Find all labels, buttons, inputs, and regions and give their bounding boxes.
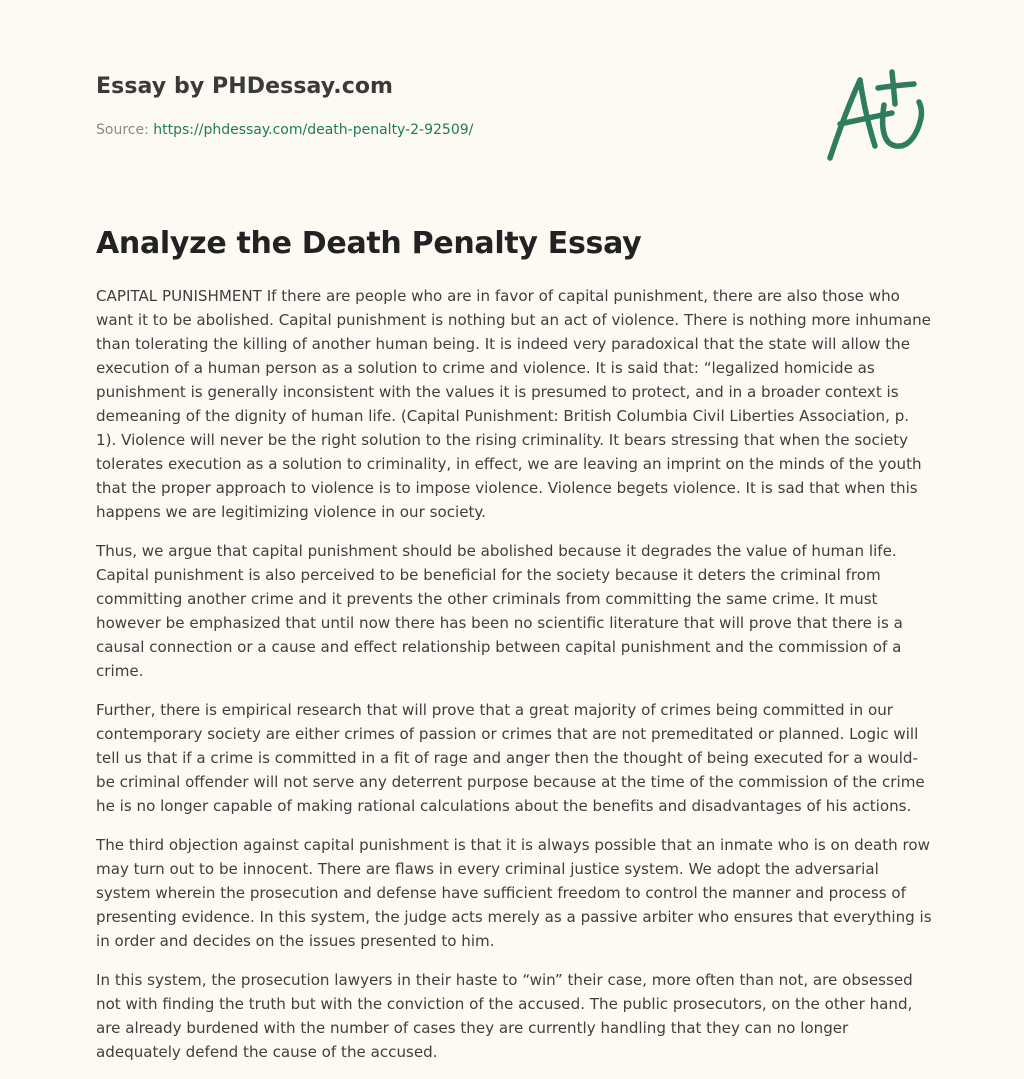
a-plus-grade-icon bbox=[820, 66, 930, 166]
source-link[interactable]: https://phdessay.com/death-penalty-2-92509/ bbox=[153, 122, 474, 138]
essay-content bbox=[96, 226, 932, 1079]
source-line bbox=[96, 122, 796, 138]
essay-paragraph: The third objection against capital punishment is that it is always possible that an inmate who is on death row may turn out to be innocent. There are flaws in every criminal justice system. We adopt the adversarial system wherein the prosecution and defense have sufficient freedom to control the manner and process of presenting evidence. In this system, the judge acts merely as a passive arbiter who ensures that everything is in order and decides on the issues presented to him. bbox=[96, 836, 932, 950]
essay-title: Analyze the Death Penalty Essay bbox=[96, 226, 642, 261]
essay-paragraph: In this system, the prosecution lawyers in their haste to “win” their case, more often than not, are obsessed not with finding the truth but with the conviction of the accused. The public prosecutors, on the other hand, are already burdened with the number of cases they are currently handling that they can no longer adequately defend the cause of the accused. bbox=[96, 971, 913, 1061]
essay-paragraph: Further, there is empirical research that will prove that a great majority of crimes being committed in our contemporary society are either crimes of passion or crimes that are not premeditated or planned. Logic will tell us that if a crime is committed in a fit of rage and anger then the thought of being executed for a would-be criminal offender will not serve any deterrent purpose because at the time of the commission of the crime he is no longer capable of making rational calculations about the benefits and disadvantages of his actions. bbox=[96, 701, 925, 815]
essay-paragraph: Thus, we argue that capital punishment should be abolished because it degrades the value of human life. Capital punishment is also perceived to be beneficial for the society because it deters the criminal from committing another crime and it prevents the other criminals from committing the same crime. It must however be emphasized that until now there has been no scientific literature that will prove that there is a causal connection or a cause and effect relationship between capital punishment and the commission of a crime. bbox=[96, 542, 903, 680]
site-title: Essay by PHDessay.com bbox=[96, 74, 394, 99]
source-label: Source: bbox=[96, 122, 149, 138]
essay-paragraph: CAPITAL PUNISHMENT If there are people who are in favor of capital punishment, there are also those who want it to be abolished. Capital punishment is nothing but an act of violence. There is nothing more inhumane than tolerating the killing of another human being. It is indeed very paradoxical that the state will allow the execution of a human person as a solution to crime and violence. It is said that: “legalized homicide as punishment is generally inconsistent with the values it is presumed to protect, and in a broader context is demeaning of the dignity of human life. (Capital Punishment: British Columbia Civil Liberties Association, p. 1). Violence will never be the right solution to the rising criminality. It bears stressing that when the society tolerates execution as a solution to criminality, in effect, we are leaving an imprint on the minds of the youth that the proper approach to violence is to impose violence. Violence begets violence. It is sad that when this happens we are legitimizing violence in our society. bbox=[96, 287, 931, 521]
document-header bbox=[96, 74, 796, 138]
